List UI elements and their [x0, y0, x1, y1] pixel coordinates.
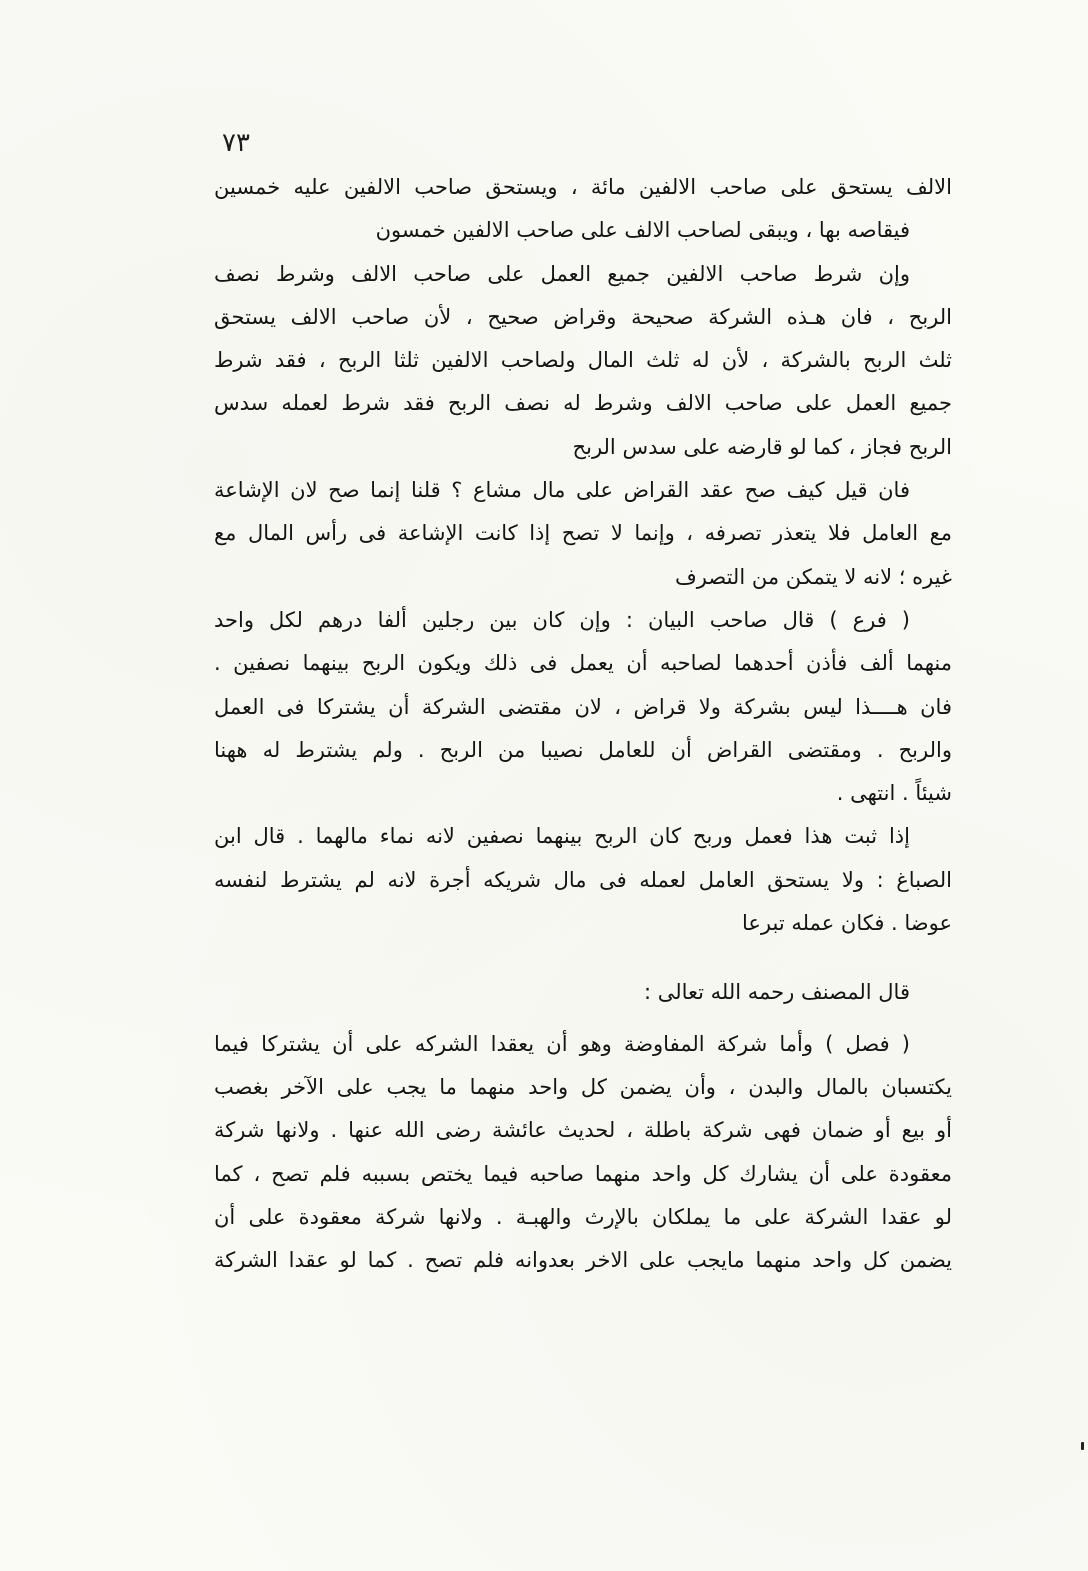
text-line: الربح فجاز ، كما لو قارضه على سدس الربح [572, 434, 952, 459]
paragraph [214, 253, 952, 469]
text-line: الصباغ : ولا يستحق العامل لعمله فى مال شريكه أجرة لانه لم يشترط لنفسه [214, 867, 952, 892]
text-line: ( فصل ) وأما شركة المفاوضة وهو أن يعقدا الشركه على أن يشتركا فيما [214, 1031, 910, 1056]
text-line: ( فرع ) قال صاحب البيان : وإن كان بين رجلين ألفا درهم لكل واحد [214, 607, 910, 632]
fasl-paragraph [214, 1023, 952, 1283]
text-line: والربح . ومقتضى القراض أن للعامل نصيبا من الربح . ولم يشترط له ههنا [214, 737, 952, 762]
text-line: فيقاصه بها ، ويبقى لصاحب الالف على صاحب الالفين خمسون [375, 218, 910, 243]
text-line: لو عقدا الشركة على ما يملكان بالإرث والهبـة . ولانها شركة معقودة على أن [214, 1204, 952, 1229]
text-line: منهما ألف فأذن أحدهما لصاحبه أن يعمل فى ذلك ويكون الربح بينهما نصفين . [214, 651, 952, 676]
text-line: فان قيل كيف صح عقد القراض على مال مشاع ؟ قلنا إنما صح لان الإشاعة [214, 478, 910, 503]
text-line: يضمن كل واحد منهما مايجب على الاخر بعدوانه فلم تصح . كما لو عقدا الشركة [214, 1248, 952, 1273]
text-line: شيئاً . انتهى . [836, 781, 952, 806]
page-body [214, 166, 952, 1282]
text-line: عوضا . فكان عمله تبرعا [741, 911, 952, 936]
text-line: إذا ثبت هذا فعمل وربح كان الربح بينهما نصفين لانه نماء مالهما . قال ابن [214, 824, 910, 849]
text-line: معقودة على أن يشارك كل واحد منهما صاحبه فيما يختص بسببه فلم تصح ، كما [214, 1161, 952, 1186]
text-line: جميع العمل على صاحب الالف وشرط له نصف الربح فقد شرط لعمله سدس [214, 391, 952, 416]
section-spacer [214, 1015, 952, 1023]
paragraph [214, 469, 952, 599]
text-line: فان هــــذا ليس بشركة ولا قراض ، لان مقتضى الشركة أن يشتركا فى العمل [214, 694, 952, 719]
paragraph [214, 599, 952, 815]
paragraph [214, 815, 952, 945]
page-number: ٧٣ [222, 128, 250, 158]
text-line: غيره ؛ لانه لا يتمكن من التصرف [675, 564, 952, 589]
text-line: الربح ، فان هـذه الشركة صحيحة وقراض صحيح ، لأن صاحب الالف يستحق [214, 304, 952, 329]
text-line: يكتسبان بالمال والبدن ، وأن يضمن كل واحد منهما ما يجب على الآخر بغصب [214, 1074, 952, 1099]
text-line: وإن شرط صاحب الالفين جميع العمل على صاحب الالف وشرط نصف [214, 261, 910, 286]
text-line: مع العامل فلا يتعذر تصرفه ، وإنما لا تصح إذا كانت الإشاعة فى رأس المال مع [214, 521, 952, 546]
text-line: الالف يستحق على صاحب الالفين مائة ، ويستحق صاحب الالفين عليه خمسين [214, 175, 952, 199]
edge-mark [1081, 1442, 1084, 1450]
text-line: أو بيع أو ضمان فهى شركة باطلة ، لحديث عائشة رضى الله عنها . ولانها شركة [214, 1118, 952, 1143]
section-spacer [214, 945, 952, 971]
text-line: ثلث الربح بالشركة ، لأن له ثلث المال ولصاحب الالفين ثلثا الربح ، فقد شرط [214, 348, 952, 373]
paragraph [214, 166, 952, 253]
section-heading: قال المصنف رحمه الله تعالى : [643, 980, 910, 1005]
